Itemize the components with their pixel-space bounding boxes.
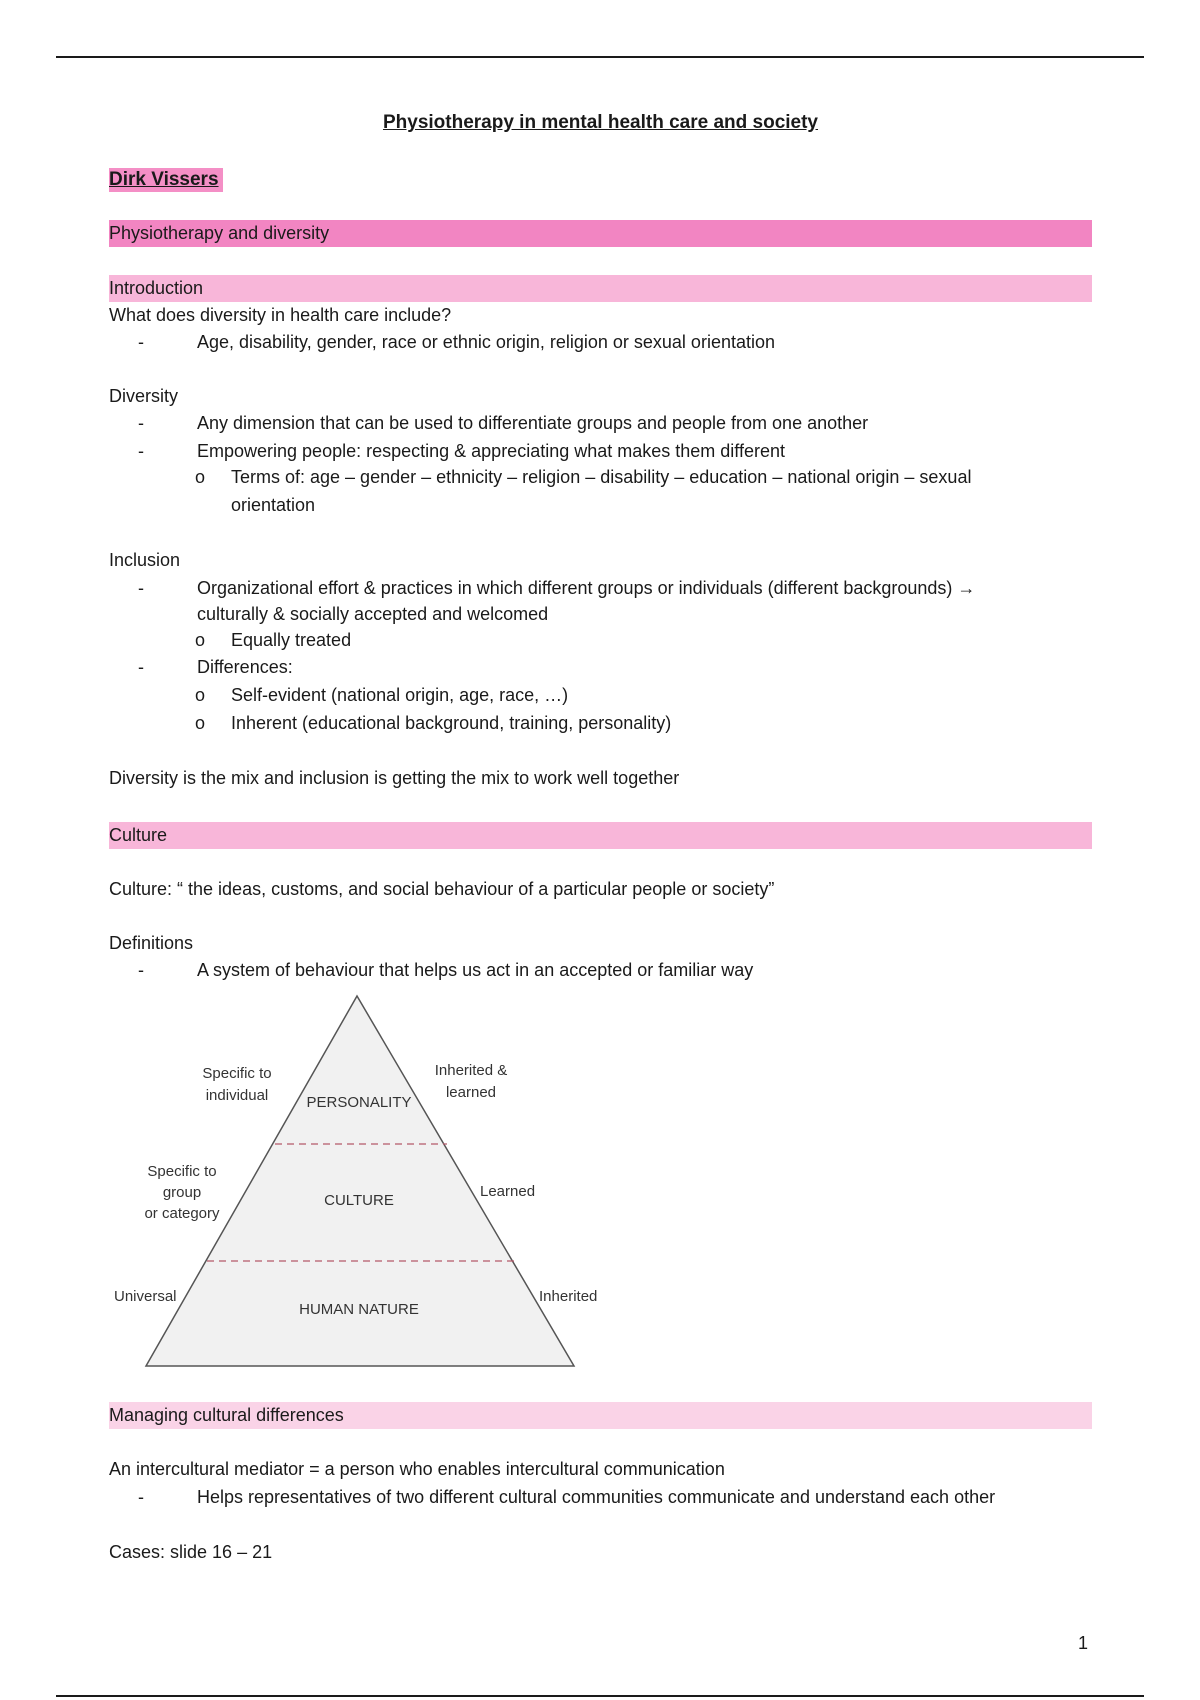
intro-question: What does diversity in health care include? bbox=[109, 305, 452, 325]
section-header-managing: Managing cultural differences bbox=[109, 1402, 1092, 1429]
inclusion-summary: Diversity is the mix and inclusion is getting the mix to work well together bbox=[109, 768, 680, 788]
bullet-dash: - bbox=[138, 657, 144, 677]
bottom-rule bbox=[56, 1695, 1144, 1697]
author-name: Dirk Vissers bbox=[109, 168, 223, 192]
top-rule bbox=[56, 56, 1144, 58]
mediator-definition: An intercultural mediator = a person who enables intercultural communication bbox=[109, 1459, 725, 1479]
inclusion-bullet-2: Differences: bbox=[197, 657, 293, 677]
pyramid-layer-human-nature: HUMAN NATURE bbox=[299, 1301, 419, 1318]
bullet-circle: o bbox=[195, 467, 206, 487]
bullet-dash: - bbox=[138, 441, 144, 461]
inclusion-sub-3: Inherent (educational background, training, personality) bbox=[231, 713, 672, 733]
diversity-bullet-1: Any dimension that can be used to differentiate groups and people from one another bbox=[197, 413, 869, 433]
cases-reference: Cases: slide 16 – 21 bbox=[109, 1542, 273, 1562]
pyramid-layer-personality: PERSONALITY bbox=[306, 1094, 412, 1111]
page-number: 1 bbox=[1078, 1633, 1089, 1653]
diversity-sub-line-1: Terms of: age – gender – ethnicity – religion – disability – education – national origin – sexual bbox=[231, 467, 972, 487]
section-header-diversity: Physiotherapy and diversity bbox=[109, 220, 1092, 247]
bullet-dash: - bbox=[138, 1487, 144, 1507]
culture-pyramid-diagram bbox=[109, 990, 629, 1380]
inclusion-bullet-1-line-1: Organizational effort & practices in which different groups or individuals (different backgrounds) → bbox=[197, 578, 976, 598]
pyramid-right-label-mid: Learned bbox=[480, 1183, 536, 1200]
pyramid-left-label-mid-1: Specific to bbox=[147, 1163, 217, 1180]
bullet-dash: - bbox=[138, 578, 144, 598]
page-title: Physiotherapy in mental health care and society bbox=[382, 112, 819, 133]
bullet-dash: - bbox=[138, 332, 144, 352]
inclusion-sub-1: Equally treated bbox=[231, 630, 352, 650]
inclusion-bullet-1-line-2: culturally & socially accepted and welcomed bbox=[197, 604, 549, 624]
pyramid-right-label-top-1: Inherited & bbox=[434, 1062, 508, 1079]
pyramid-right-label-bottom: Inherited bbox=[539, 1288, 598, 1305]
pyramid-left-label-mid-2: group bbox=[162, 1184, 202, 1201]
bullet-dash: - bbox=[138, 413, 144, 433]
section-header-introduction: Introduction bbox=[109, 275, 1092, 302]
definitions-heading: Definitions bbox=[109, 933, 194, 953]
inclusion-sub-2: Self-evident (national origin, age, race, …) bbox=[231, 685, 569, 705]
pyramid-layer-culture: CULTURE bbox=[324, 1192, 394, 1209]
intro-answer: Age, disability, gender, race or ethnic origin, religion or sexual orientation bbox=[197, 332, 775, 352]
bullet-circle: o bbox=[195, 630, 206, 650]
mediator-bullet-1: Helps representatives of two different cultural communities communicate and understand each other bbox=[197, 1487, 996, 1507]
diversity-heading: Diversity bbox=[109, 386, 179, 406]
bullet-circle: o bbox=[195, 713, 206, 733]
section-header-culture: Culture bbox=[109, 822, 1092, 849]
diversity-sub-line-2: orientation bbox=[231, 495, 316, 515]
bullet-dash: - bbox=[138, 960, 144, 980]
diversity-bullet-2: Empowering people: respecting & appreciating what makes them different bbox=[197, 441, 785, 461]
pyramid-left-label-top-1: Specific to bbox=[202, 1065, 272, 1082]
definitions-bullet-1: A system of behaviour that helps us act in an accepted or familiar way bbox=[197, 960, 754, 980]
pyramid-left-label-mid-3: or category bbox=[144, 1205, 220, 1222]
pyramid-left-label-bottom: Universal bbox=[114, 1288, 177, 1305]
pyramid-left-label-top-2: individual bbox=[205, 1087, 269, 1104]
bullet-circle: o bbox=[195, 685, 206, 705]
inclusion-heading: Inclusion bbox=[109, 550, 181, 570]
pyramid-right-label-top-2: learned bbox=[445, 1084, 497, 1101]
culture-quote: Culture: “ the ideas, customs, and social behaviour of a particular people or society” bbox=[109, 879, 775, 899]
